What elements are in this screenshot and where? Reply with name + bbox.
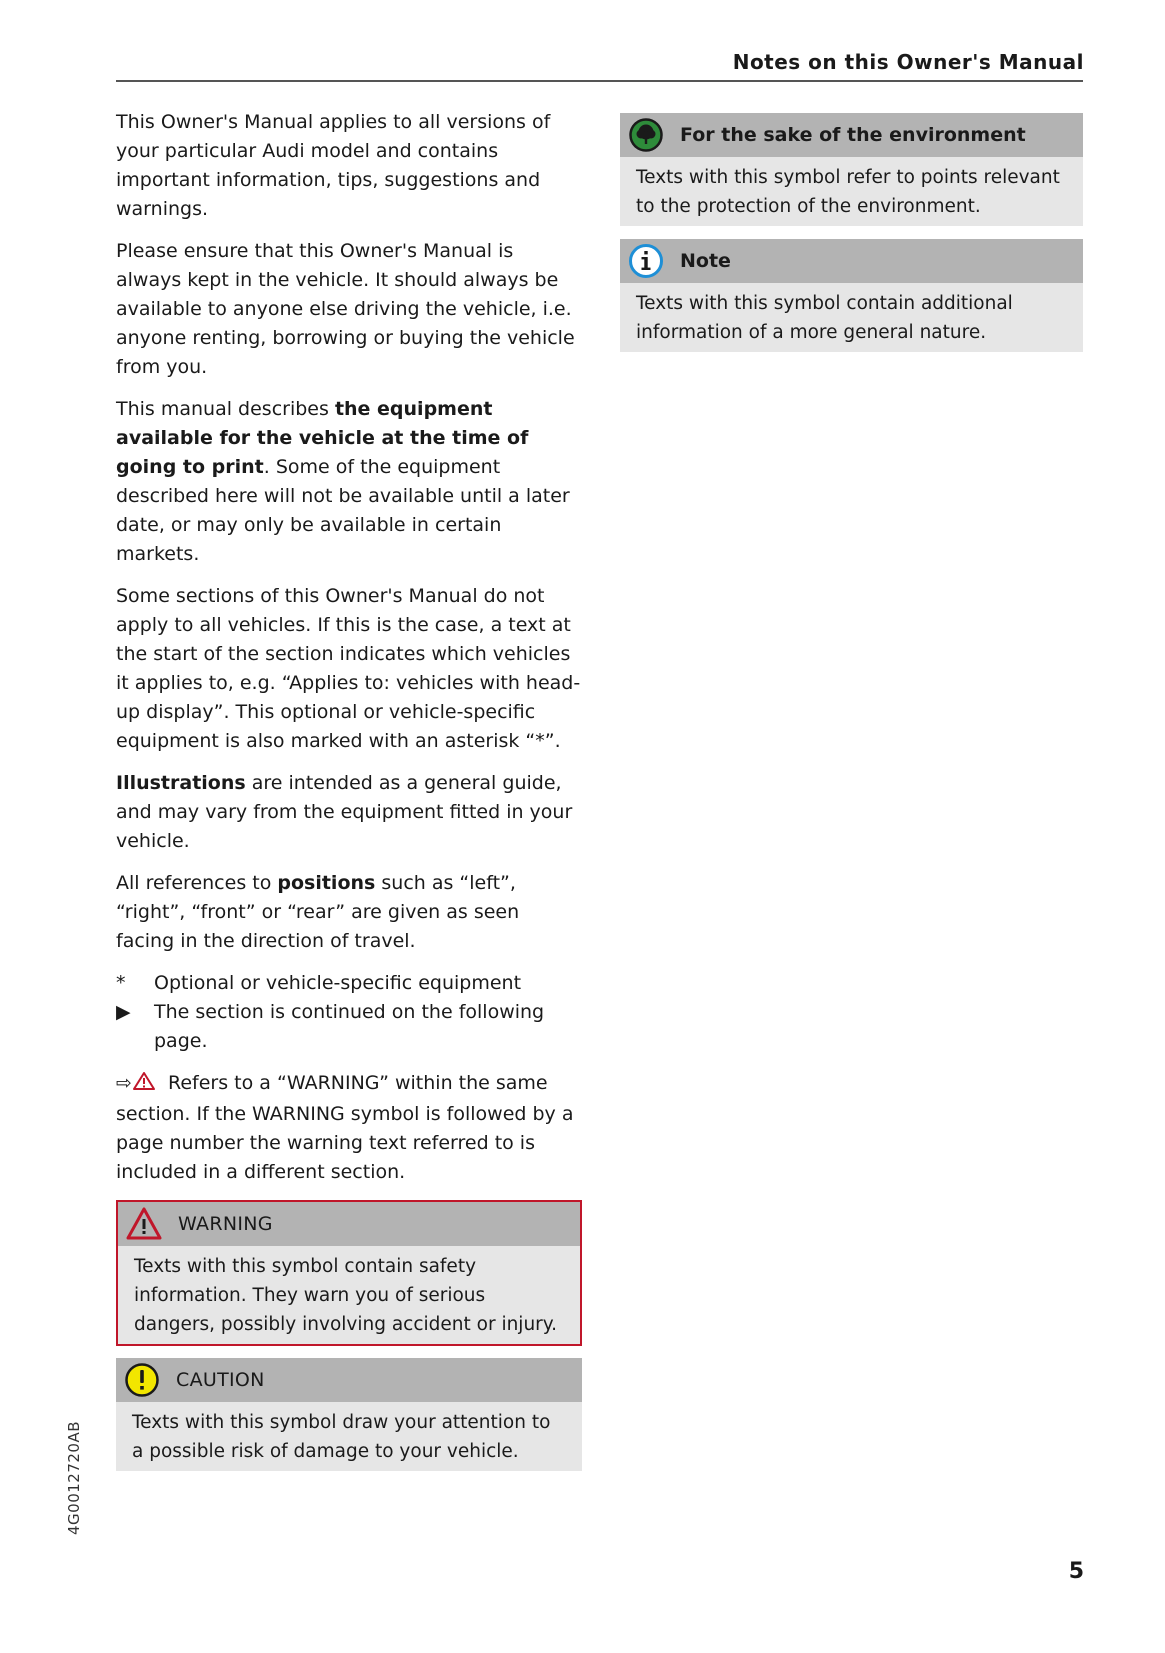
intro-paragraph-6 — [116, 869, 582, 956]
note-box-text: Texts with this symbol contain additional information of a more general nature. — [636, 293, 1013, 343]
p6-text-post: such as “left”, “right”, “front” or “rear” are given as seen facing in the direction of travel. — [116, 872, 520, 952]
intro-paragraph-4: Some sections of this Owner's Manual do not apply to all vehicles. If this is the case, a text at the start of the section indicates which vehicles it applies to, e.g. “Applies to: vehicles with head-up display”. This optional or vehicle-specific equipment is also marked with an asterisk “*”. — [116, 585, 581, 752]
page-number: 5 — [1068, 1559, 1084, 1584]
tree-environment-icon — [628, 117, 664, 153]
left-column — [116, 108, 582, 1484]
warning-box-text: Texts with this symbol contain safety information. They warn you of serious dangers, possibly involving accident or injury. — [134, 1256, 557, 1335]
p5-text-post: are intended as a general guide, and may vary from the equipment fitted in your vehicle. — [116, 772, 573, 852]
p6-text-pre: All references to — [116, 872, 278, 894]
warning-triangle-small-icon — [132, 1071, 156, 1100]
note-box-header — [620, 239, 1083, 283]
intro-paragraph-3 — [116, 395, 582, 569]
warning-reference-text: Refers to a “WARNING” within the same section. If the WARNING symbol is followed by a page number the warning text referred to is included in a different section. — [116, 1072, 574, 1183]
p6-text-bold: positions — [277, 872, 376, 894]
continue-arrow-icon: ▶ — [116, 1001, 131, 1023]
environment-box-title: For the sake of the environment — [680, 124, 1026, 146]
page-header-title: Notes on this Owner's Manual — [732, 50, 1084, 74]
asterisk-text: Optional or vehicle-specific equipment — [154, 972, 522, 994]
p3-text-post: . Some of the equipment described here will not be available until a later date, or may only be available in certain markets. — [116, 456, 570, 565]
caution-exclamation-icon — [124, 1362, 160, 1398]
note-box — [620, 239, 1083, 352]
intro-paragraph-1: This Owner's Manual applies to all versions of your particular Audi model and contains important information, tips, suggestions and warnings. — [116, 111, 551, 220]
caution-box-header — [116, 1358, 582, 1402]
environment-box-header — [620, 113, 1083, 157]
environment-box — [620, 113, 1083, 226]
continue-text: The section is continued on the following page. — [154, 1001, 545, 1052]
p3-text-pre: This manual describes — [116, 398, 335, 420]
warning-triangle-icon — [126, 1206, 162, 1242]
legend-row-asterisk — [116, 969, 582, 998]
note-box-title: Note — [680, 250, 731, 272]
p3-text-bold: the equipment available for the vehicle at the time of going to print — [116, 398, 529, 478]
caution-box-text: Texts with this symbol draw your attention to a possible risk of damage to your vehicle. — [132, 1412, 551, 1462]
p5-text-bold: Illustrations — [116, 772, 246, 794]
header-divider — [116, 80, 1083, 82]
environment-box-text: Texts with this symbol refer to points relevant to the protection of the environment. — [636, 167, 1060, 217]
warning-box — [116, 1200, 582, 1346]
warning-box-header — [118, 1202, 580, 1246]
legend-row-continue — [116, 998, 582, 1056]
intro-paragraph-2: Please ensure that this Owner's Manual is always kept in the vehicle. It should always be available to anyone else driving the vehicle, i.e. anyone renting, borrowing or buying the vehicle from you. — [116, 240, 575, 378]
intro-paragraph-5 — [116, 769, 582, 856]
caution-box-title: CAUTION — [176, 1368, 265, 1391]
reference-arrow-icon: ⇨ — [116, 1072, 132, 1094]
right-column — [620, 113, 1083, 365]
symbol-legend — [116, 969, 582, 1056]
document-code: 4G0012720AB — [65, 1420, 83, 1535]
warning-reference-paragraph — [116, 1069, 582, 1187]
asterisk-symbol: * — [116, 972, 126, 994]
caution-box — [116, 1358, 582, 1471]
warning-box-title: WARNING — [178, 1212, 273, 1235]
info-icon — [628, 243, 664, 279]
